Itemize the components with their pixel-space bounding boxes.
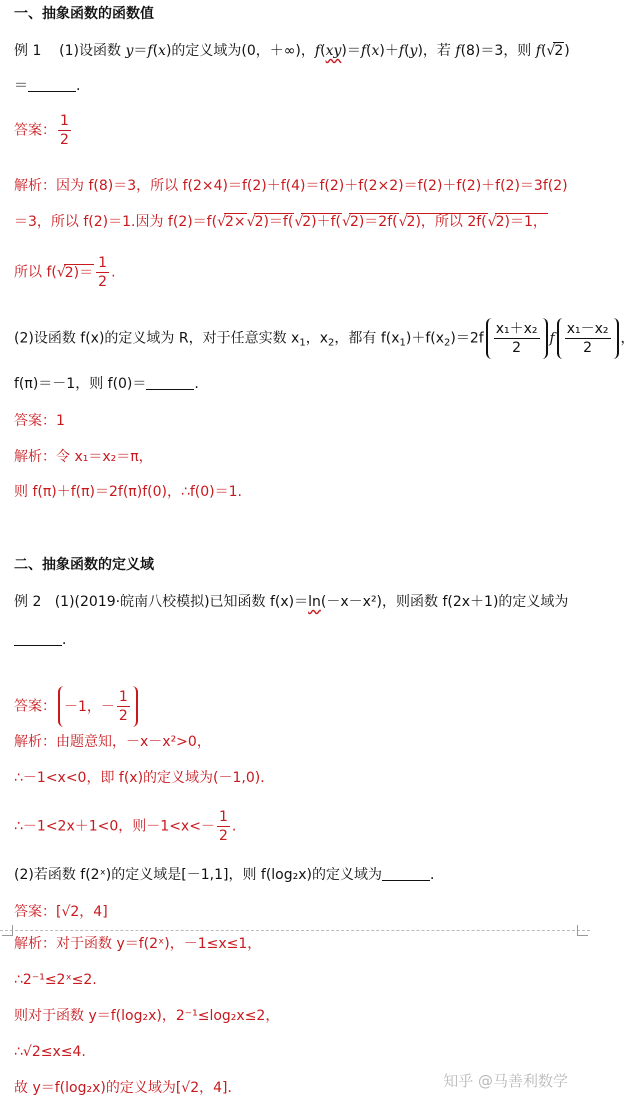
ex2-q2-analysis-line2: ∴2⁻¹≤2ˣ≤2. — [14, 972, 97, 988]
ex1-label: 例 1 — [14, 43, 42, 59]
text: 因为 f(8)＝3，所以 f(2×4)＝f(2)＋f(4)＝f(2)＋f(2×2)＝f(2)＋f(2)＋f(2)＝3f(2) — [56, 178, 568, 194]
numerator: x₁＋x₂ — [495, 321, 538, 337]
text: 令 x₁＝x₂＝π， — [56, 449, 153, 465]
ex2-q2-analysis-line5: 故 y＝f(log₂x)的定义域为[√2，4]． — [14, 1080, 242, 1096]
text: (1)设函数 — [59, 43, 126, 59]
text: 2)＝ — [64, 264, 94, 281]
text: ∴－1<2x＋1<0，则－1<x<－ — [14, 818, 215, 835]
ex1-q2-question-line2: f(π)＝－1，则 f(0)＝ . — [14, 376, 199, 392]
text: ＝3，所以 f(2)＝1.因为 f(2)＝f( — [14, 214, 218, 230]
ex2-q1-analysis-line1 — [14, 732, 580, 752]
ex2-q2-analysis-line4: ∴√2≤x≤4. — [14, 1044, 86, 1060]
ex2-q2-analysis-line1 — [14, 934, 580, 954]
denominator: 2 — [512, 340, 522, 356]
ex2-q2-question: (2)若函数 f(2ˣ)的定义域是[－1,1]，则 f(log₂x)的定义域为 ． — [14, 867, 444, 883]
ex1-q1-blank-line: ＝ . — [14, 78, 81, 94]
ex1-q2-analysis-line1 — [14, 447, 580, 467]
crop-mark — [2, 925, 13, 936]
text: 对于函数 y＝f(2ˣ)，－1≤x≤1， — [56, 936, 262, 952]
analysis-label: 解析： — [14, 178, 56, 194]
text: 2× — [225, 214, 246, 230]
denominator: 2 — [60, 132, 69, 148]
ex2-q2-analysis-line3: 则对于函数 y＝f(log₂x)，2⁻¹≤log₂x≤2， — [14, 1008, 280, 1024]
text: ，x — [305, 330, 329, 347]
answer-blank — [14, 631, 62, 646]
answer-label: 答案： — [14, 698, 56, 715]
ex2-q1-analysis-line3: ∴－1<2x＋1<0，则－1<x<－ $\frac{1}{2}$ . — [14, 809, 237, 844]
analysis-label: 解析： — [14, 449, 56, 465]
fraction — [217, 808, 230, 845]
numerator: x₁－x₂ — [566, 321, 609, 337]
text: (－x－x²)，则函数 f(2x＋1)的定义域为 — [320, 594, 569, 610]
answer-label: 答案： — [14, 413, 56, 429]
section-title-domain: 二、抽象函数的定义域 — [14, 557, 154, 573]
denominator: 2 — [118, 708, 128, 724]
answer-label: 答案： — [14, 904, 56, 920]
text: 2)＋f( — [302, 214, 342, 230]
zhihu-watermark: 知乎 @马善利数学 — [443, 1072, 568, 1090]
ex2-q1-blank-line: ． — [14, 630, 580, 650]
text: )＝2f — [450, 330, 484, 347]
bracket-fraction-sum — [486, 318, 548, 359]
numerator: 1 — [118, 689, 128, 705]
numerator: 1 — [218, 809, 228, 825]
text: (2)设函数 f(x)的定义域为 R，对于任意实数 x — [14, 330, 300, 347]
text: ，则 — [503, 43, 536, 59]
denominator: 2 — [98, 274, 108, 290]
fraction — [58, 112, 71, 149]
text: (2)若函数 f(2ˣ)的定义域是[－1,1]，则 f(log₂x)的定义域为 — [14, 867, 382, 883]
text: ＝ — [14, 78, 28, 94]
text: ，若 — [422, 43, 456, 59]
answer-value: 1 — [56, 413, 65, 429]
text: 2)，所以 2f( — [406, 214, 487, 230]
text: 2)＝1， — [495, 214, 547, 230]
text: f(π)＝－1，则 f(0)＝ — [14, 376, 147, 392]
ex1-q1-question: 例 1 (1)设函数 y＝f(x)的定义域为(0，＋∞)，f(xy)＝f(x)＋f(y)，若 f(8)＝3，则 f(√2) — [14, 43, 570, 59]
bracket-interval — [58, 686, 138, 727]
page-break-line — [0, 930, 590, 931]
answer-blank — [28, 77, 76, 92]
text: ln — [308, 594, 321, 610]
analysis-label: 解析： — [14, 734, 56, 750]
answer-blank — [382, 866, 430, 881]
ex1-q2-analysis-line2: 则 f(π)＋f(π)＝2f(π)f(0)，∴f(0)＝1. — [14, 484, 242, 500]
text: 2)＝2f( — [349, 214, 398, 230]
text: 所以 f( — [14, 264, 57, 281]
ex1-q1-answer — [14, 112, 580, 149]
ex1-q2-answer — [14, 411, 580, 431]
ex2-q1-analysis-line2: ∴－1<x<0，即 f(x)的定义域为(－1,0)． — [14, 770, 275, 786]
ex2-q1-answer — [14, 686, 580, 727]
answer-blank — [146, 375, 194, 390]
ex1-q1-analysis-line2: ＝3，所以 f(2)＝1.因为 f(2)＝f(√2×√2)＝f(√2)＋f(√2)＝2f(√2)，所以 2f(√2)＝1， — [14, 214, 547, 230]
text: 由题意知，－x－x²>0， — [56, 734, 211, 750]
numerator: 1 — [60, 113, 69, 129]
answer-label: 答案： — [14, 122, 56, 139]
answer-value: [√2，4] — [56, 904, 108, 920]
ex1-q1-analysis-line3: 所以 f(√2)＝ $\frac{1}{2}$ . — [14, 255, 116, 290]
text: 的定义域为(0，＋∞)， — [171, 43, 315, 59]
text: －1，－ — [64, 698, 115, 715]
text: )＋f(x — [405, 330, 445, 347]
ex2-label: 例 2 — [14, 594, 42, 610]
bracket-fraction-diff — [557, 318, 619, 359]
text: 2)＝f( — [254, 214, 294, 230]
section-title-function-values: 一、抽象函数的函数值 — [14, 6, 154, 22]
ex1-q2-question: (2)设函数 f(x)的定义域为 R，对于任意实数 $x_1$，$x_2$，都有 $f(x_1)+f(x_2)=2f$ $\frac{\text{x₁＋x₂}}{2}$ f $\frac{\text{x₁－x₂}}{2}$ ， — [14, 318, 580, 359]
fraction — [96, 254, 109, 291]
analysis-label: 解析： — [14, 936, 56, 952]
denominator: 2 — [583, 340, 593, 356]
ex2-q1-question — [14, 592, 580, 612]
denominator: 2 — [218, 828, 228, 844]
ex2-q2-answer — [14, 902, 580, 922]
text: ，都有 f(x — [334, 330, 400, 347]
numerator: 1 — [98, 255, 108, 271]
text: (1)(2019·皖南八校模拟)已知函数 f(x)＝ — [54, 594, 309, 610]
ex1-q1-analysis-line1 — [14, 176, 580, 196]
